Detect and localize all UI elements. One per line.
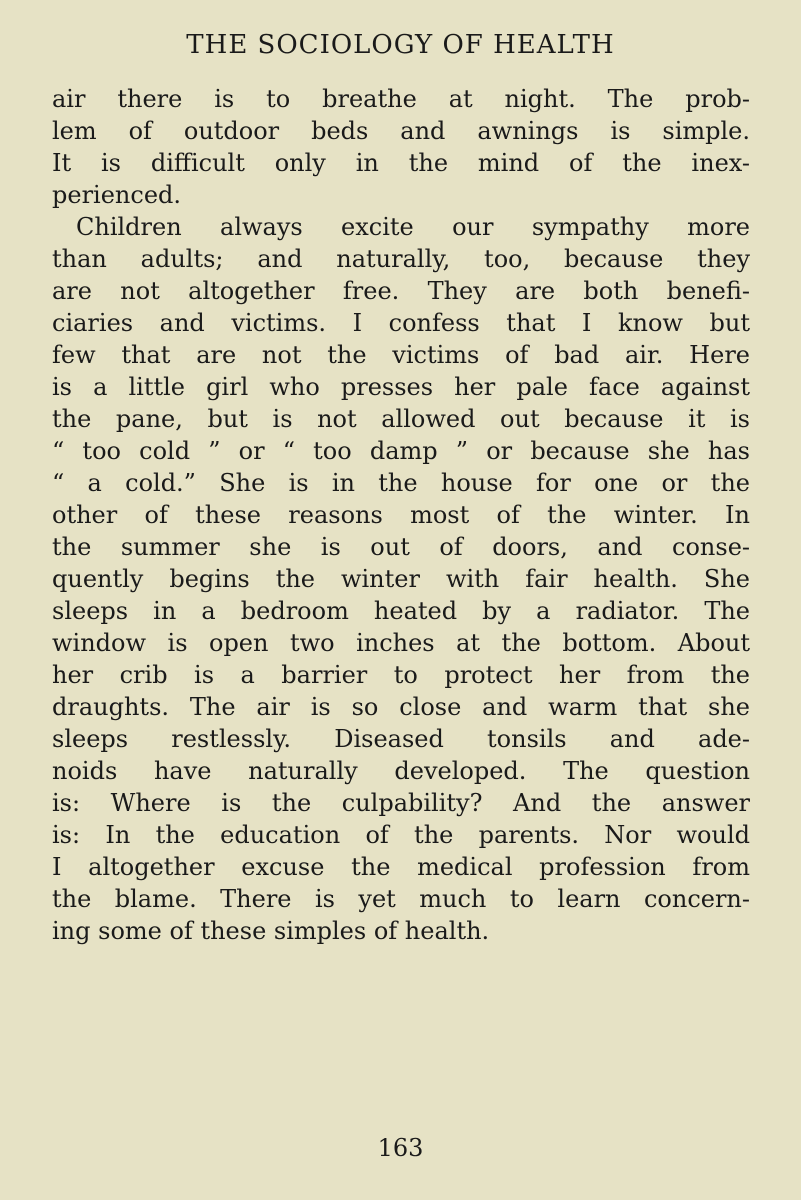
text-line: sleeps in a bedroom heated by a radiator. The [52,597,750,625]
text-line: lem of outdoor beds and awnings is simple. [52,117,750,145]
text-line: air there is to breathe at night. The prob- [52,85,750,113]
text-line: other of these reasons most of the winter. In [52,501,750,529]
text-line: noids have naturally developed. The question [52,757,750,785]
text-line: quently begins the winter with fair health. She [52,565,750,593]
text-line: are not altogether free. They are both benefi- [52,277,750,305]
text-line: her crib is a barrier to protect her from the [52,661,750,689]
text-line: draughts. The air is so close and warm that she [52,693,750,721]
text-line: I altogether excuse the medical profession from [52,853,750,881]
paragraph-2 [52,211,750,947]
text-line: sleeps restlessly. Diseased tonsils and ade- [52,725,750,753]
text-line: “ too cold ” or “ too damp ” or because she has [52,437,750,465]
paragraph-1 [52,83,750,211]
text-line: is: In the education of the parents. Nor would [52,821,750,849]
body-text [52,83,750,947]
page-number: 163 [377,1134,424,1162]
running-head: THE SOCIOLOGY OF HEALTH [186,30,615,60]
text-line: the pane, but is not allowed out because it is [52,405,750,433]
text-line: ciaries and victims. I confess that I know but [52,309,750,337]
text-line: window is open two inches at the bottom. About [52,629,750,657]
text-line: the blame. There is yet much to learn concern- [52,885,750,913]
text-line: the summer she is out of doors, and conse- [52,533,750,561]
text-line: is a little girl who presses her pale face against [52,373,750,401]
text-line: It is difficult only in the mind of the inex- [52,149,750,177]
text-line: perienced. [52,181,182,209]
text-line: Children always excite our sympathy more [76,213,750,241]
text-line: than adults; and naturally, too, because they [52,245,750,273]
text-line: is: Where is the culpability? And the answer [52,789,750,817]
text-line: few that are not the victims of bad air. Here [52,341,750,369]
text-line: ing some of these simples of health. [52,917,490,945]
text-line: “ a cold.” She is in the house for one or the [52,469,750,497]
